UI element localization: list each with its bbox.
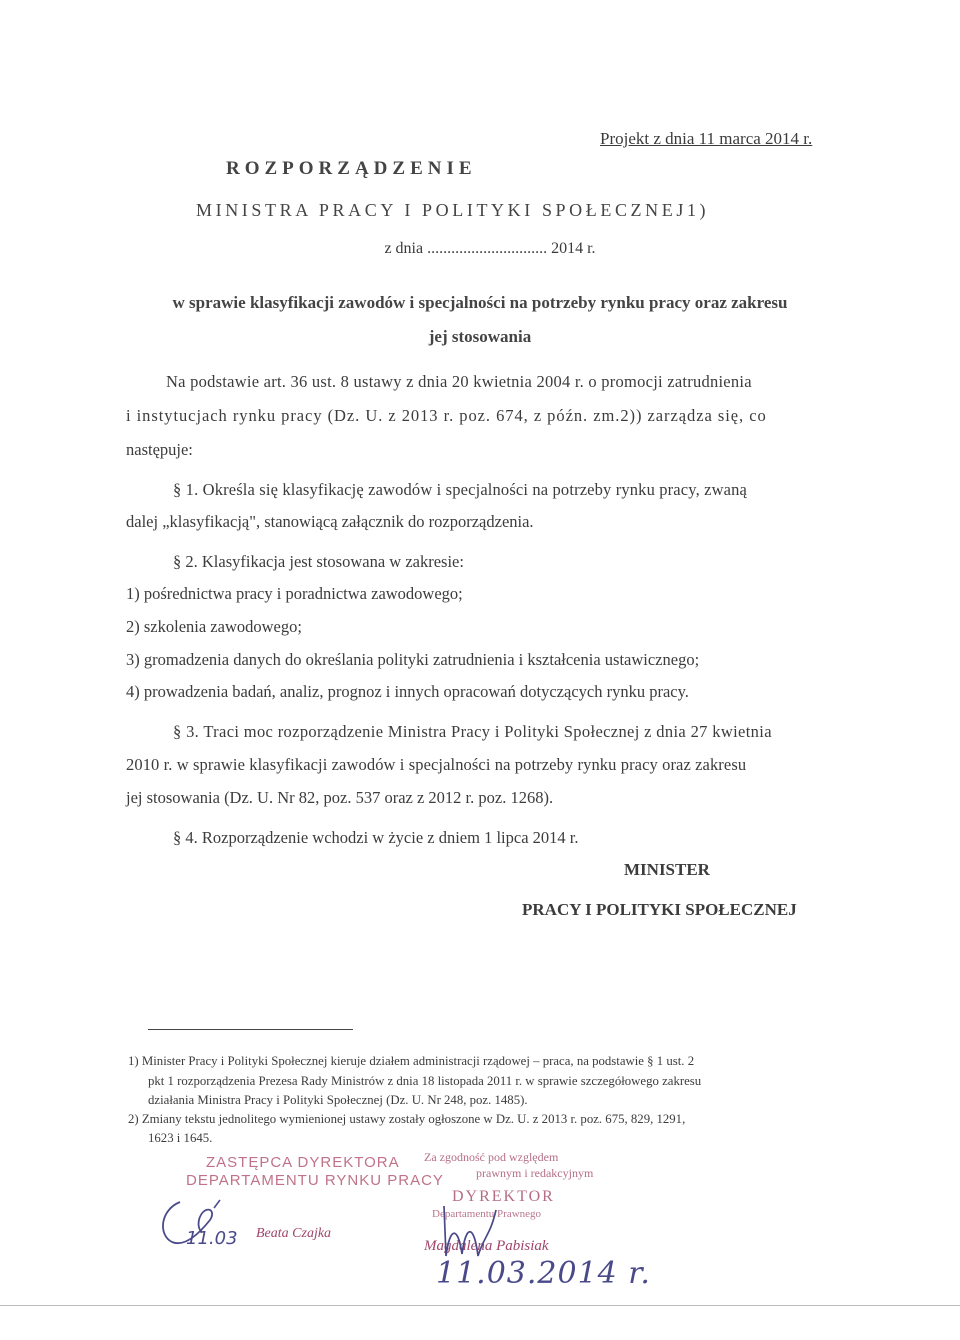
footnote-1-line-1: 1) Minister Pracy i Polityki Społecznej kieruje działem administracji rządowej – praca, na podstawie § 1 ust. 2	[128, 1054, 695, 1068]
issue-date-line: z dnia .............................. 2014 r.	[384, 240, 596, 257]
par2-intro: § 2. Klasyfikacja jest stosowana w zakresie:	[173, 552, 464, 571]
issuer-title: MINISTRA PRACY I POLITYKI SPOŁECZNEJ1)	[196, 200, 710, 220]
par3-line-2: 2010 r. w sprawie klasyfikacji zawodów i specjalności na potrzeby rynku pracy oraz zakresu	[126, 755, 747, 774]
par2-item-1: 1) pośrednictwa pracy i poradnictwa zawodowego;	[126, 584, 463, 603]
par4: § 4. Rozporządzenie wchodzi w życie z dniem 1 lipca 2014 r.	[173, 828, 579, 847]
document-title: ROZPORZĄDZENIE	[226, 158, 477, 179]
subject-line-2: jej stosowania	[428, 327, 532, 346]
subject-line-1: w sprawie klasyfikacji zawodów i specjalności na potrzeby rynku pracy oraz zakresu	[172, 293, 788, 312]
signatory-office: PRACY I POLITYKI SPOŁECZNEJ	[522, 900, 797, 919]
par1-line-1: § 1. Określa się klasyfikację zawodów i specjalności na potrzeby rynku pracy, zwaną	[173, 480, 748, 499]
right-signature-date: 11.03.2014 r.	[436, 1256, 651, 1291]
draft-date: Projekt z dnia 11 marca 2014 r.	[600, 129, 813, 148]
right-stamp-line-1: Za zgodność pod względem	[424, 1150, 559, 1164]
document-subject	[0, 284, 960, 356]
par1-line-2: dalej „klasyfikacją", stanowiącą załącznik do rozporządzenia.	[126, 512, 534, 531]
right-stamp-title: DYREKTOR	[452, 1188, 555, 1205]
par2-item-3: 3) gromadzenia danych do określania polityki zatrudnienia i kształcenia ustawicznego;	[126, 650, 700, 669]
par3-line-3: jej stosowania (Dz. U. Nr 82, poz. 537 oraz z 2012 r. poz. 1268).	[126, 788, 554, 807]
right-stamp-department: Departamentu Prawnego	[432, 1208, 542, 1220]
right-stamp-line-2: prawnym i redakcyjnym	[476, 1166, 594, 1180]
footnote-1-line-3: działania Ministra Pracy i Polityki Społecznej (Dz. U. Nr 248, poz. 1485).	[148, 1093, 528, 1107]
preamble-line-2: i instytucjach rynku pracy (Dz. U. z 2013 r. poz. 674, z późn. zm.2)) zarządza się, co	[126, 406, 767, 425]
left-stamp-name: Beata Czajka	[256, 1226, 332, 1241]
footnote-2-line-2: 1623 i 1645.	[148, 1131, 213, 1145]
footnote-1-line-2: pkt 1 rozporządzenia Prezesa Rady Ministrów z dnia 18 listopada 2011 r. w sprawie szczegółowego zakresu	[148, 1074, 702, 1088]
right-stamp-name: Magdalena Pabisiak	[424, 1238, 549, 1254]
par2-item-2: 2) szkolenia zawodowego;	[126, 617, 302, 636]
signatory-title: MINISTER	[624, 860, 710, 879]
left-stamp-line-2: DEPARTAMENTU RYNKU PRACY	[186, 1172, 444, 1189]
footnote-2-line-1: 2) Zmiany tekstu jednolitego wymienionej ustawy zostały ogłoszone w Dz. U. z 2013 r. poz. 675, 829, 1291,	[128, 1112, 686, 1126]
preamble-line-3: następuje:	[126, 440, 193, 459]
scan-edge-line	[0, 1305, 960, 1306]
left-signature-date: 11.03	[186, 1228, 238, 1249]
left-stamp-line-1: ZASTĘPCA DYREKTORA	[206, 1154, 400, 1171]
footnote-separator	[148, 1029, 353, 1030]
par3-line-1: § 3. Traci moc rozporządzenie Ministra Pracy i Polityki Społecznej z dnia 27 kwietnia	[173, 722, 772, 741]
preamble-line-1: Na podstawie art. 36 ust. 8 ustawy z dnia 20 kwietnia 2004 r. o promocji zatrudnienia	[166, 372, 752, 391]
par2-item-4: 4) prowadzenia badań, analiz, prognoz i innych opracowań dotyczących rynku pracy.	[126, 682, 689, 701]
